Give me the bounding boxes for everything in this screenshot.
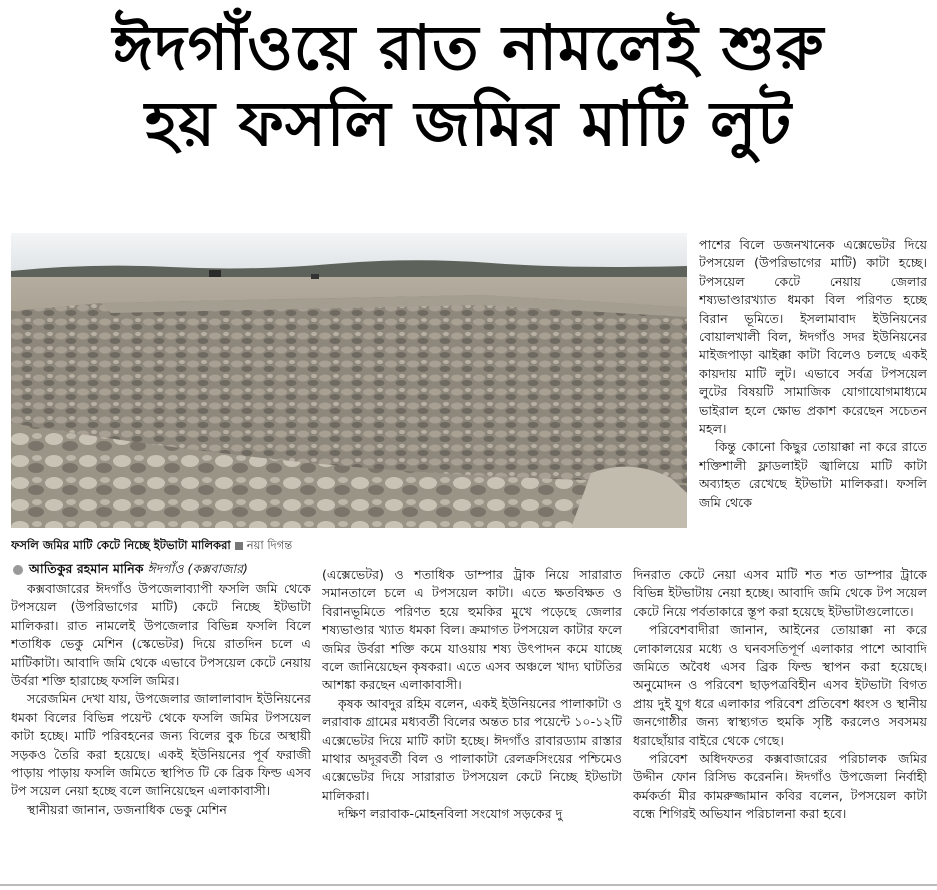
bullet-icon [13,565,23,575]
headline [0,0,937,161]
paragraph: কিন্তু কোনো কিছুর তোয়াক্কা না করে রাতে শক্তিশালী ফ্লাডলাইট জ্বালিয়ে মাটি কাটা অব্যাহত রেখেছে ইটভাটা মালিকরা। ফসলি জমি থেকে [699,439,927,510]
caption-text: ফসলি জমির মাটি কেটে নিচ্ছে ইটভাটা মালিকরা [11,538,231,552]
paragraph: স্থানীয়রা জানান, ডজনাধিক ভেকু মেশিন [27,801,227,817]
photo-credit: নয়া দিগন্ত [246,538,293,552]
news-photo [11,233,687,528]
photo-caption [11,536,687,554]
dateline: ঈদগাঁও (কক্সবাজার) [147,561,248,576]
paragraph: (এক্সেভেটর) ও শতাধিক ডাম্পার ট্রাক নিয়ে সারারাত সমানতালে চলে এ টপসয়েল কাটা। এতে ক্ষতবিক্ষত ও বিরানভূমিতে পরিণত হয়ে হুমকির মুখে পড়েছে জেলার শষ্যভাণ্ডার খ্যাত ধমকা বিল। ক্রমাগত টপসয়েল কাটার ফলে জমির উর্বরা শক্তি কমে যাওয়ায় শষ্য উৎপাদন কমে যাচ্ছে বলে জানিয়েছেন কৃষকরা। এতে এসব অঞ্চলে খাদ্য ঘাটতির আশঙ্কা করছেন এলাকাবাসী। [322,567,622,693]
paragraph: দিনরাত কেটে নেয়া এসব মাটি শত শত ডাম্পার ট্রাকে বিভিন্ন ইটভাটায় নেয়া হচ্ছে। আবাদি জমি থেকে টপ সয়েল কেটে নিয়ে পর্বতাকারে স্তূপ করা হয়েছে ইটভাটাগুলোতে। [633,567,927,619]
paragraph: কৃষক আবদুর রহিম বলেন, একই ইউনিয়নের পালাকাটা ও লরাবাক গ্রামের মধ্যবর্তী বিলের অন্তত চার পয়েন্টে ১০-১২টি এক্সেভেটর দিয়ে মাটি কাটা হচ্ছে। ঈদগাঁও রাবারড্যাম রাস্তার মাথার অদূরবর্তী বিল ও পালাকাটা রেলক্রসিংয়ের পশ্চিমেও এক্সেভেটর দিয়ে সারারাত টপসয়েল কেটে নিচ্ছে ইটভাটা মালিকরা। [322,695,622,803]
article-column-3 [633,566,927,880]
paragraph: দক্ষিণ লরাবাক-মোহনবিলা সংযোগ সড়কের দু [338,806,563,822]
square-bullet-icon [235,542,243,550]
bottom-rule [0,884,937,886]
article-column-1 [11,580,311,880]
paragraph: পাশের বিলে ডজনখানেক এক্সেভেটর দিয়ে টপসয়েল (উপরিভাগের মাটি) কাটা হচ্ছে। টপসয়েল কেটে নেয়ায় জেলার শষ্যভাণ্ডারখ্যাত ধমকা বিল পরিণত হচ্ছে বিরান ভূমিতে। ইসলামাবাদ ইউনিয়নের বোয়ালখালী বিল, ঈদগাঁও সদর ইউনিয়নের মাইজপাড়া ঝাইক্কা কাটা বিলেও চলছে একই কায়দায় মাটি লুট। এভাবে সর্বত্র টপসয়েল লুটের বিষয়টি সামাজিক যোগাযোগমাধ্যমে ভাইরাল হলে ক্ষোভ প্রকাশ করেছেন সচেতন মহল। [699,237,927,437]
byline [11,560,311,578]
paragraph: পরিবেশ অধিদফতর কক্সবাজারের পরিচালক জমির উদ্দীন ফোন রিসিভ করেননি। ঈদগাঁও উপজেলা নির্বাহী কর্মকর্তা মীর কামরুজ্জামান কবির বলেন, টপসয়েল কাটা বন্ধে শিগিরই অভিযান পরিচালনা করা হবে। [633,751,927,822]
paragraph: কক্সবাজারের ঈদগাঁও উপজেলাব্যাপী ফসলি জমি থেকে টপসয়েল (উপরিভাগের মাটি) কেটে নিচ্ছে ইটভাটা মালিকরা। রাত নামলেই উপজেলার বিভিন্ন ফসলি বিলে শতাধিক ভেকু মেশিন (স্কেভেটর) দিয়ে রাতদিন চলে এ মাটিকাটা। আবাদি জমি থেকে এভাবে টপসয়েল কেটে নেয়ায় উর্বরা শক্তি হারাচ্ছে ফসলি জমির। [11,581,311,689]
paragraph: পরিবেশবাদীরা জানান, আইনের তোয়াক্কা না করে লোকালয়ের মধ্যে ও ঘনবসতিপূর্ণ এলাকার পাশে আবাদি জমিতে অবৈধ এসব ব্রিক ফিল্ড স্থাপন করা হয়েছে। অনুমোদন ও পরিবেশ ছাড়পত্রবিহীন এসব ইটভাটা বিগত প্রায় দুই যুগ ধরে এলাকার পরিবেশ প্রতিবেশ ধ্বংস ও স্থানীয় জনগোষ্ঠীর জন্য স্বাস্থ্যগত হুমকি সৃষ্টি করলেও সবসময় ধরাছোঁয়ার বাইরে থেকে গেছে। [633,622,927,748]
author-name: আতিকুর রহমান মানিক [29,561,144,576]
article-column-2 [322,566,622,880]
headline-line-2: হয় ফসলি জমির মাটি লুট [144,86,793,160]
right-column-top [699,236,927,566]
paragraph: সরেজমিন দেখা যায়, উপজেলার জালালাবাদ ইউনিয়নের ধমকা বিলের বিভিন্ন পয়েন্ট থেকে ফসলি জমির টপসয়েল কাটা হচ্ছে। মাটি পরিবহনের জন্য বিলের বুক চিরে অস্থায়ী সড়কও তৈরি করা হয়েছে। একই ইউনিয়নের পূর্ব ফরাজী পাড়ায় পাড়ায় ফসলি জমিতে স্থাপিত টি কে ব্রিক ফিল্ড এসব টপ সয়েল নেয়া হচ্ছে বলে জানিয়েছেন এলাকাবাসী। [11,691,311,799]
headline-line-1: ঈদগাঁওয়ে রাত নামলেই শুরু [112,11,825,84]
